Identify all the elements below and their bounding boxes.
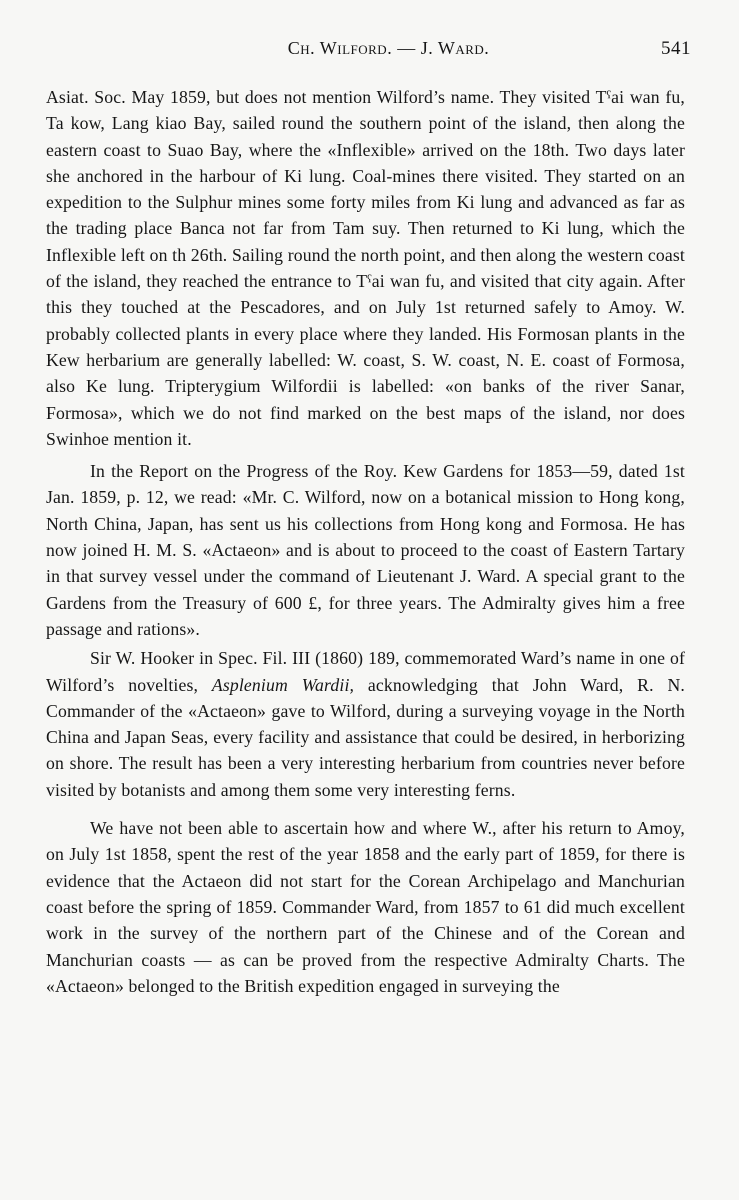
paragraph-2: In the Report on the Progress of the Roy. Kew Gardens for 1853—59, dated 1st Jan. 1859, p. 12, we read: «Mr. C. Wilford, now on a botanical mission to Hong kong, North China, Japan, has sent us his collections from Hong kong and Formosa. He has now joined H. M. S. «Actaeon» and is about to proceed to the coast of Eastern Tartary in that survey vessel under the command of Lieutenant J. Ward. A special grant to the Gardens from the Treasury of 600 £, for three years. The Admiralty gives him a free passage and rations». bbox=[46, 461, 685, 639]
species-name: Asplenium Wardii, bbox=[211, 674, 355, 695]
body-text bbox=[46, 84, 685, 999]
running-head bbox=[46, 38, 691, 62]
running-title: Ch. Wilford. — J. Ward. bbox=[287, 38, 490, 58]
paragraph-3-text-before: Sir W. Hooker in Spec. Fil. III (1860) 189, commemorated Ward’s name in one of Wilford’s novelties, bbox=[46, 648, 685, 695]
page-number: 541 bbox=[661, 38, 691, 59]
paragraph-1: Asiat. Soc. May 1859, but does not mention Wilford’s name. They visited Tˁai wan fu, Ta kow, Lang kiao Bay, sailed round the southern point of the island, then along the eastern coast to Suao Bay, where the «Inflexible» arrived on the 18th. Two days later she anchored in the harbour of Ki lung. Coal-mines there visited. They started on an expedition to the Sulphur mines some forty miles from Ki lung and advanced as far as the trading place Banca not far from Tam suy. Then returned to Ki lung, which the Inflexible left on th 26th. Sailing round the north point, and then along the western coast of the island, they reached the entrance to Tˁai wan fu, and visited that city again. After this they touched at the Pescadores, and on July 1st returned safely to Amoy. W. probably collected plants in every place where they landed. His Formosan plants in the Kew herbarium are generally labelled: W. coast, S. W. coast, N. E. coast of Formosa, also Ke lung. Tripterygium Wilfordii is labelled: «on banks of the river Sanar, Formosa», which we do not find marked on the best maps of the island, nor does Swinhoe mention it. bbox=[46, 87, 685, 449]
paragraph-3 bbox=[46, 645, 685, 803]
paragraph-4: We have not been able to ascertain how and where W., after his return to Amoy, on July 1st 1858, spent the rest of the year 1858 and the early part of 1859, for there is evidence that the Actaeon did not start for the Corean Archipelago and Manchurian coast before the spring of 1859. Commander Ward, from 1857 to 61 did much excellent work in the survey of the northern part of the Chinese and of the Corean and Manchurian coasts — as can be proved from the respective Admiralty Charts. The «Actaeon» belonged to the British expedition engaged in surveying the bbox=[46, 818, 685, 996]
paragraph-3-text-after: acknowledging that John Ward, R. N. Commander of the «Actaeon» gave to Wilford, during a surveying voyage in the North China and Japan Seas, every facility and assistance that could be desired, in herborizing on shore. The result has been a very interesting herbarium from countries never before visited by botanists and among them some very interesting ferns. bbox=[46, 674, 685, 800]
